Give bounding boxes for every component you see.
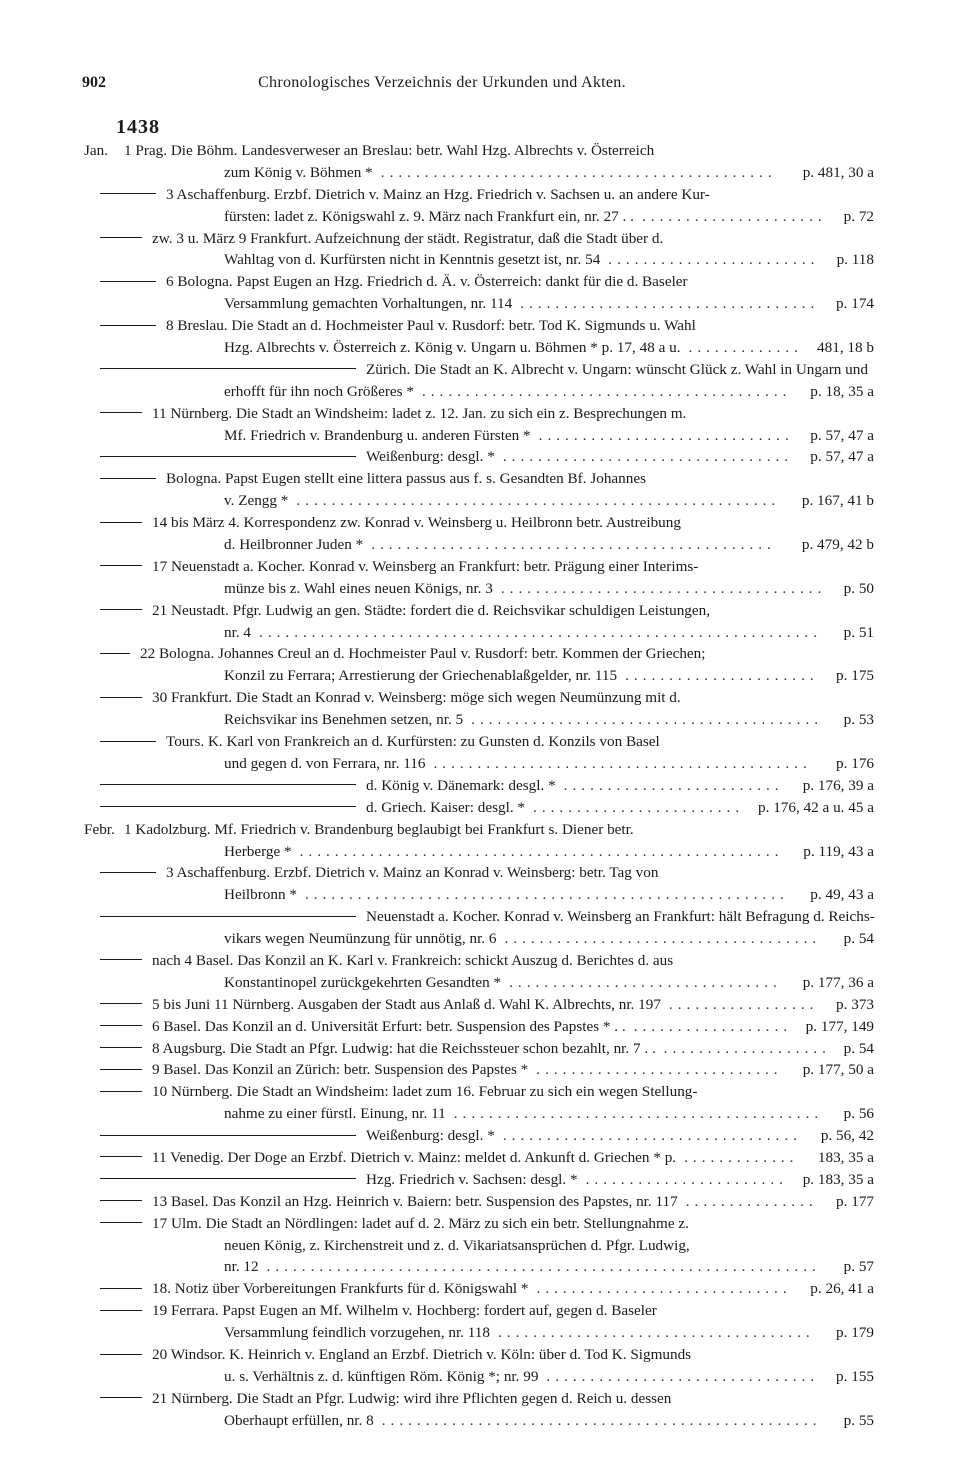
page-reference: p. 177, 149	[805, 1017, 874, 1035]
entry-line-text: Versammlung gemachten Vorhaltungen, nr. 114	[224, 295, 513, 313]
entry-first-line	[84, 556, 896, 578]
entry-text	[100, 731, 660, 753]
dot-leader: ..................................................	[381, 1411, 822, 1429]
entry-first-line	[84, 1038, 896, 1060]
dot-leader: ....................................	[498, 1324, 815, 1342]
entry-text	[100, 1081, 697, 1103]
repeat-dash	[100, 653, 130, 654]
page-number: 902	[82, 74, 106, 91]
entry-first-line	[84, 1147, 896, 1169]
list-item	[84, 819, 896, 863]
repeat-dash	[100, 872, 156, 873]
list-item	[84, 862, 896, 906]
entry-continuation-line	[84, 884, 896, 906]
list-item	[84, 556, 896, 600]
list-item	[84, 643, 896, 687]
entry-text	[100, 403, 686, 425]
entry-line-text: 22 Bologna. Johannes Creul an d. Hochmeister Paul v. Rusdorf: betr. Kommen der Griechen;	[140, 645, 706, 663]
entry-text	[100, 468, 646, 490]
entry-line-text: erhofft für ihn noch Größeres *	[224, 382, 414, 400]
dot-leader: .................................	[502, 448, 794, 466]
entry-line-text: Tours. K. Karl von Frankreich an d. Kurfürsten: zu Gunsten d. Konzils von Basel	[166, 733, 660, 751]
entry-line-text: zw. 3 u. März 9 Frankfurt. Aufzeichnung der städt. Registratur, daß die Stadt über d.	[152, 229, 664, 247]
dot-leader: .............................	[538, 426, 794, 444]
entry-first-line	[84, 1125, 896, 1147]
page-reference: p. 479, 42 b	[801, 536, 874, 554]
list-item	[84, 184, 896, 228]
dot-leader: .................	[668, 995, 819, 1013]
entry-continuation-line	[84, 1366, 896, 1388]
entry-continuation-line	[84, 162, 896, 184]
entry-continuation-line	[84, 425, 896, 447]
entry-first-line	[84, 359, 896, 381]
dot-leader: ...........................................	[433, 754, 812, 772]
entry-line-text: Weißenburg: desgl. *	[366, 1127, 495, 1145]
month-label: Jan.	[84, 142, 109, 159]
entry-line-text: 20 Windsor. K. Heinrich v. England an Erzbf. Dietrich v. Köln: über d. Tod K. Sigmunds	[152, 1345, 692, 1363]
entry-text	[100, 1213, 689, 1235]
entry-line-text: Oberhaupt erfüllen, nr. 8	[224, 1411, 374, 1429]
entry-line-text: Neuenstadt a. Kocher. Konrad v. Weinsberg an Frankfurt: hält Befragung d. Reichs-	[366, 908, 875, 926]
list-item	[84, 731, 896, 775]
entry-continuation-line	[84, 1235, 896, 1257]
entry-continuation-line	[84, 1103, 896, 1125]
repeat-dash	[100, 741, 156, 742]
entry-first-line	[84, 687, 896, 709]
entry-line-text: 8 Augsburg. Die Stadt an Pfgr. Ludwig: hat die Reichssteuer schon bezahlt, nr. 7 . .	[152, 1039, 656, 1057]
dot-leader: ..........................................	[421, 382, 792, 400]
entry-continuation-line	[84, 490, 896, 512]
dot-leader: ........................	[533, 798, 745, 816]
entry-continuation-line	[84, 665, 896, 687]
entry-first-line	[84, 600, 896, 622]
entry-text	[124, 819, 634, 841]
entry-first-line	[84, 994, 896, 1016]
repeat-dash	[100, 565, 142, 566]
entry-text	[100, 315, 696, 337]
page-reference: p. 373	[836, 995, 874, 1013]
entry-line-text: Reichsvikar ins Benehmen setzen, nr. 5	[224, 711, 464, 729]
entry-text	[100, 512, 681, 534]
entry-line-text: 6 Bologna. Papst Eugen an Hzg. Friedrich d. Ä. v. Österreich: dankt für die d. Baseler	[166, 273, 688, 291]
dot-leader: .......................................................	[296, 492, 781, 510]
entry-text	[100, 1125, 495, 1147]
entry-text	[100, 862, 658, 884]
entry-line-text: fürsten: ladet z. Königswahl z. 9. März nach Frankfurt ein, nr. 27 . .	[224, 207, 634, 225]
dot-leader: .....................	[641, 207, 827, 225]
dot-leader: ..................................	[502, 1127, 802, 1145]
repeat-dash	[100, 1310, 142, 1311]
list-item	[84, 1125, 896, 1147]
dot-leader: ........................................	[471, 711, 824, 729]
page-reference: p. 49, 43 a	[810, 886, 874, 904]
entry-line-text: 18. Notiz über Vorbereitungen Frankfurts für d. Königswahl *	[152, 1280, 529, 1298]
year-heading: 1438	[116, 116, 160, 138]
list-item	[84, 315, 896, 359]
entry-continuation-line	[84, 337, 896, 359]
dot-leader: ..........................................	[453, 1105, 824, 1123]
page-reference: p. 56	[843, 1105, 874, 1123]
entry-first-line	[84, 1388, 896, 1410]
repeat-dash	[100, 1156, 142, 1157]
entry-line-text: 9 Basel. Das Konzil an Zürich: betr. Suspension des Papstes *	[152, 1061, 529, 1079]
page-header	[82, 74, 802, 96]
dot-leader: ....................................	[504, 930, 822, 948]
entry-line-text: d. Heilbronner Juden *	[224, 536, 364, 554]
dot-leader: .............	[684, 1148, 799, 1166]
dot-leader: ..............................................	[371, 536, 776, 554]
entry-first-line	[84, 271, 896, 293]
page-reference: p. 72	[843, 207, 874, 225]
entry-continuation-line	[84, 578, 896, 600]
entry-text	[100, 1344, 691, 1366]
entry-text	[100, 1147, 676, 1169]
entry-line-text: u. s. Verhältnis z. d. künftigen Röm. König *; nr. 99	[224, 1367, 539, 1385]
page-reference: p. 177	[836, 1192, 874, 1210]
list-item	[84, 512, 896, 556]
entry-line-text: Hzg. Friedrich v. Sachsen: desgl. *	[366, 1170, 578, 1188]
list-item	[84, 797, 896, 819]
page-reference: p. 118	[836, 251, 874, 269]
repeat-dash	[100, 281, 156, 282]
entry-line-text: Zürich. Die Stadt an K. Albrecht v. Ungarn: wünscht Glück z. Wahl in Ungarn und	[366, 360, 868, 378]
list-item	[84, 271, 896, 315]
entry-first-line	[84, 1344, 896, 1366]
list-item	[84, 468, 896, 512]
dot-leader: ........................	[608, 251, 820, 269]
dot-leader: ...............................	[546, 1367, 820, 1385]
entry-first-line	[84, 512, 896, 534]
page-reference: p. 155	[836, 1367, 874, 1385]
entry-continuation-line	[84, 622, 896, 644]
entry-first-line	[84, 950, 896, 972]
entry-first-line	[84, 819, 896, 841]
entry-text	[100, 228, 663, 250]
repeat-dash	[100, 1397, 142, 1398]
entry-line-text: 30 Frankfurt. Die Stadt an Konrad v. Weinsberg: möge sich wegen Neumünzung mit d.	[152, 689, 681, 707]
repeat-dash	[100, 522, 142, 523]
entry-first-line	[84, 1191, 896, 1213]
repeat-dash	[100, 1135, 356, 1136]
entry-first-line	[84, 403, 896, 425]
dot-leader: .......................	[585, 1170, 788, 1188]
page-reference: p. 55	[843, 1411, 874, 1429]
entry-line-text: und gegen d. von Ferrara, nr. 116	[224, 754, 426, 772]
dot-leader: ................................................................	[259, 623, 823, 641]
entry-text	[100, 1038, 656, 1060]
page-reference: p. 51	[843, 623, 874, 641]
entry-line-text: d. König v. Dänemark: desgl. *	[366, 776, 556, 794]
entry-text	[124, 140, 654, 162]
page-reference: p. 50	[843, 579, 874, 597]
entry-first-line	[84, 731, 896, 753]
page-reference: p. 177, 50 a	[802, 1061, 874, 1079]
entry-line-text: Weißenburg: desgl. *	[366, 448, 495, 466]
dot-leader: ......................	[625, 667, 819, 685]
entry-text	[100, 600, 710, 622]
entry-first-line	[84, 1278, 896, 1300]
entry-text	[100, 687, 681, 709]
entry-line-text: zum König v. Böhmen *	[224, 163, 373, 181]
entry-line-text: 21 Nürnberg. Die Stadt an Pfgr. Ludwig: wird ihre Pflichten gegen d. Reich u. dessen	[152, 1389, 672, 1407]
repeat-dash	[100, 1069, 142, 1070]
repeat-dash	[100, 1288, 142, 1289]
entry-first-line	[84, 906, 896, 928]
repeat-dash	[100, 1178, 356, 1179]
running-title: Chronologisches Verzeichnis der Urkunden und Akten.	[258, 74, 626, 91]
list-item	[84, 1344, 896, 1388]
repeat-dash	[100, 193, 156, 194]
entry-first-line	[84, 140, 896, 162]
entry-first-line	[84, 862, 896, 884]
repeat-dash	[100, 1091, 142, 1092]
dot-leader: .........................	[563, 776, 784, 794]
entry-line-text: 21 Neustadt. Pfgr. Ludwig an gen. Städte: fordert die d. Reichsvikar schuldigen Leistungen,	[152, 601, 711, 619]
list-item	[84, 228, 896, 272]
entry-text	[100, 359, 868, 381]
page-reference: p. 177, 36 a	[802, 973, 874, 991]
entry-first-line	[84, 468, 896, 490]
entry-line-text: Heilbronn *	[224, 886, 297, 904]
repeat-dash	[100, 325, 156, 326]
list-item	[84, 1213, 896, 1279]
list-item	[84, 775, 896, 797]
list-item	[84, 1147, 896, 1169]
entry-text	[100, 906, 875, 928]
list-item	[84, 1016, 896, 1038]
entry-line-text: 17 Ulm. Die Stadt an Nördlingen: ladet auf d. 2. März zu sich ein betr. Stellungnahme z.	[152, 1214, 689, 1232]
list-item	[84, 1191, 896, 1213]
entry-line-text: Herberge *	[224, 842, 292, 860]
page-reference: p. 183, 35 a	[802, 1170, 874, 1188]
page-reference: p. 54	[843, 1039, 874, 1057]
entry-line-text: 10 Nürnberg. Die Stadt an Windsheim: ladet zum 16. Februar zu sich ein wegen Stellung-	[152, 1083, 698, 1101]
entry-line-text: 1 Kadolzburg. Mf. Friedrich v. Brandenburg beglaubigt bei Frankfurt s. Diener betr.	[124, 820, 634, 838]
repeat-dash	[100, 1354, 142, 1355]
repeat-dash	[100, 1222, 142, 1223]
entry-first-line	[84, 1300, 896, 1322]
page-reference: p. 57	[843, 1258, 874, 1276]
entry-line-text: v. Zengg *	[224, 492, 289, 510]
entry-line-text: 13 Basel. Das Konzil an Hzg. Heinrich v. Baiern: betr. Suspension des Papstes, nr. 117	[152, 1192, 678, 1210]
list-item	[84, 600, 896, 644]
dot-leader: .............................	[536, 1280, 792, 1298]
entry-line-text: 11 Nürnberg. Die Stadt an Windsheim: ladet z. 12. Jan. zu sich ein z. Besprechungen m.	[152, 404, 687, 422]
entry-first-line	[84, 1016, 896, 1038]
entry-line-text: nahme zu einer fürstl. Einung, nr. 11	[224, 1105, 446, 1123]
page-reference: p. 56, 42	[820, 1127, 874, 1145]
entry-text	[100, 271, 688, 293]
page-reference: p. 53	[843, 711, 874, 729]
entry-first-line	[84, 797, 896, 819]
entry-continuation-line	[84, 293, 896, 315]
entry-line-text: 14 bis März 4. Korrespondenz zw. Konrad v. Weinsberg u. Heilbronn betr. Austreibung	[152, 514, 681, 532]
dot-leader: .....................................	[500, 579, 827, 597]
repeat-dash	[100, 368, 356, 369]
list-item	[84, 950, 896, 994]
entry-line-text: nach 4 Basel. Das Konzil an K. Karl v. Frankreich: schickt Auszug d. Berichtes d. aus	[152, 951, 674, 969]
entry-line-text: 19 Ferrara. Papst Eugen an Mf. Wilhelm v. Hochberg: fordert auf, gegen d. Baseler	[152, 1302, 657, 1320]
entry-line-text: nr. 4	[224, 623, 252, 641]
entry-continuation-line	[84, 534, 896, 556]
repeat-dash	[100, 478, 156, 479]
repeat-dash	[100, 784, 356, 785]
entry-line-text: vikars wegen Neumünzung für unnötig, nr. 6	[224, 930, 497, 948]
repeat-dash	[100, 237, 142, 238]
repeat-dash	[100, 1047, 142, 1048]
entry-continuation-line	[84, 972, 896, 994]
list-item	[84, 1169, 896, 1191]
entry-line-text: 17 Neuenstadt a. Kocher. Konrad v. Weinsberg an Frankfurt: betr. Prägung einer Interims-	[152, 557, 699, 575]
entry-text	[100, 1016, 626, 1038]
entry-text	[100, 775, 556, 797]
list-item	[84, 446, 896, 468]
list-item	[84, 359, 896, 403]
entry-first-line	[84, 1081, 896, 1103]
entry-continuation-line	[84, 1322, 896, 1344]
entry-line-text: Bologna. Papst Eugen stellt eine littera passus aus f. s. Gesandten Bf. Johannes	[166, 470, 647, 488]
entry-first-line	[84, 184, 896, 206]
dot-leader: ..................	[633, 1017, 793, 1035]
dot-leader: ..................................	[520, 295, 820, 313]
page-reference: p. 167, 41 b	[801, 492, 874, 510]
list-item	[84, 1038, 896, 1060]
entry-line-text: 3 Aschaffenburg. Erzbf. Dietrich v. Mainz an Hzg. Friedrich v. Sachsen u. an andere Kur-	[166, 185, 710, 203]
page-reference: p. 175	[836, 667, 874, 685]
entry-continuation-line	[84, 206, 896, 228]
repeat-dash	[100, 412, 142, 413]
page-reference: p. 174	[836, 295, 874, 313]
dot-leader: ...................	[663, 1039, 831, 1057]
entry-first-line	[84, 1059, 896, 1081]
entry-first-line	[84, 1213, 896, 1235]
list-item	[84, 140, 896, 184]
page-reference: p. 54	[843, 930, 874, 948]
entry-line-text: Konzil zu Ferrara; Arrestierung der Griechenablaßgelder, nr. 115	[224, 667, 618, 685]
dot-leader: .............................................	[380, 163, 777, 181]
entry-text	[100, 797, 525, 819]
entry-line-text: Hzg. Albrechts v. Österreich z. König v. Ungarn u. Böhmen * p. 17, 48 a u.	[224, 339, 681, 357]
entry-line-text: d. Griech. Kaiser: desgl. *	[366, 798, 526, 816]
list-item	[84, 1059, 896, 1081]
entry-line-text: Mf. Friedrich v. Brandenburg u. anderen Fürsten *	[224, 426, 531, 444]
entry-text	[100, 643, 705, 665]
list-item	[84, 403, 896, 447]
entry-line-text: münze bis z. Wahl eines neuen Königs, nr. 3	[224, 579, 493, 597]
list-item	[84, 1081, 896, 1125]
page-reference: p. 179	[836, 1324, 874, 1342]
entry-first-line	[84, 315, 896, 337]
dot-leader: .......................................................	[304, 886, 789, 904]
page-reference: 183, 35 a	[817, 1148, 874, 1166]
entry-continuation-line	[84, 1256, 896, 1278]
dot-leader: ............................	[536, 1061, 783, 1079]
repeat-dash	[100, 806, 356, 807]
entry-continuation-line	[84, 381, 896, 403]
entry-line-text: neuen König, z. Kirchenstreit und z. d. Vikariatsansprüchen d. Pfgr. Ludwig,	[224, 1236, 690, 1254]
entry-text	[100, 1300, 657, 1322]
page-reference: p. 119, 43 a	[803, 842, 874, 860]
repeat-dash	[100, 959, 142, 960]
entry-line-text: 3 Aschaffenburg. Erzbf. Dietrich v. Mainz an Konrad v. Weinsberg: betr. Tag von	[166, 864, 659, 882]
entry-line-text: 6 Basel. Das Konzil an d. Universität Erfurt: betr. Suspension des Papstes * . .	[152, 1017, 626, 1035]
list-item	[84, 906, 896, 950]
page-reference: 481, 18 b	[817, 339, 874, 357]
list-item	[84, 1388, 896, 1432]
entry-text	[100, 1059, 528, 1081]
dot-leader: ...............	[685, 1192, 818, 1210]
entry-text	[100, 1278, 529, 1300]
entry-text	[100, 556, 698, 578]
repeat-dash	[100, 609, 142, 610]
page-reference: p. 176, 42 a u. 45 a	[758, 798, 874, 816]
list-item	[84, 994, 896, 1016]
page-reference: p. 176	[836, 754, 874, 772]
entry-line-text: Wahltag von d. Kurfürsten nicht in Kenntnis gesetzt ist, nr. 54	[224, 251, 601, 269]
entry-line-text: 11 Venedig. Der Doge an Erzbf. Dietrich v. Mainz: meldet d. Ankunft d. Griechen * p.	[152, 1148, 677, 1166]
entry-list	[84, 140, 896, 1432]
repeat-dash	[100, 1025, 142, 1026]
dot-leader: ...............................................................	[266, 1258, 821, 1276]
list-item	[84, 687, 896, 731]
entry-line-text: 5 bis Juni 11 Nürnberg. Ausgaben der Stadt aus Anlaß d. Wahl K. Albrechts, nr. 197	[152, 995, 661, 1013]
list-item	[84, 1300, 896, 1344]
entry-continuation-line	[84, 753, 896, 775]
list-item	[84, 1278, 896, 1300]
entry-text	[100, 950, 673, 972]
entry-line-text: Konstantinopel zurückgekehrten Gesandten *	[224, 973, 502, 991]
entry-text	[100, 1169, 578, 1191]
entry-text	[100, 446, 495, 468]
entry-continuation-line	[84, 841, 896, 863]
entry-first-line	[84, 1169, 896, 1191]
entry-text	[100, 994, 661, 1016]
month-label: Febr.	[84, 820, 115, 838]
entry-text	[100, 1388, 671, 1410]
entry-continuation-line	[84, 709, 896, 731]
entry-continuation-line	[84, 928, 896, 950]
page-reference: p. 57, 47 a	[810, 448, 874, 466]
entry-first-line	[84, 643, 896, 665]
entry-first-line	[84, 228, 896, 250]
page-reference: p. 57, 47 a	[810, 426, 874, 444]
entry-continuation-line	[84, 1410, 896, 1432]
repeat-dash	[100, 1200, 142, 1201]
repeat-dash	[100, 697, 142, 698]
entry-first-line	[84, 775, 896, 797]
dot-leader: .............	[688, 339, 803, 357]
entry-line-text: 1 Prag. Die Böhm. Landesverweser an Breslau: betr. Wahl Hzg. Albrechts v. Österreich	[124, 142, 655, 159]
page-reference: p. 176, 39 a	[802, 776, 874, 794]
page-reference: p. 26, 41 a	[810, 1280, 874, 1298]
repeat-dash	[100, 456, 356, 457]
repeat-dash	[100, 916, 356, 917]
entry-line-text: nr. 12	[224, 1258, 259, 1276]
dot-leader: ...............................	[509, 973, 782, 991]
repeat-dash	[100, 1003, 142, 1004]
page-reference: p. 481, 30 a	[802, 163, 874, 181]
page-reference: p. 18, 35 a	[810, 382, 874, 400]
entry-first-line	[84, 446, 896, 468]
dot-leader: .......................................................	[299, 842, 784, 860]
entry-text	[100, 1191, 678, 1213]
entry-text	[100, 184, 710, 206]
entry-line-text: 8 Breslau. Die Stadt an d. Hochmeister Paul v. Rusdorf: betr. Tod K. Sigmunds u. Wahl	[166, 317, 696, 335]
entry-line-text: Versammlung feindlich vorzugehen, nr. 118	[224, 1324, 490, 1342]
entry-continuation-line	[84, 249, 896, 271]
